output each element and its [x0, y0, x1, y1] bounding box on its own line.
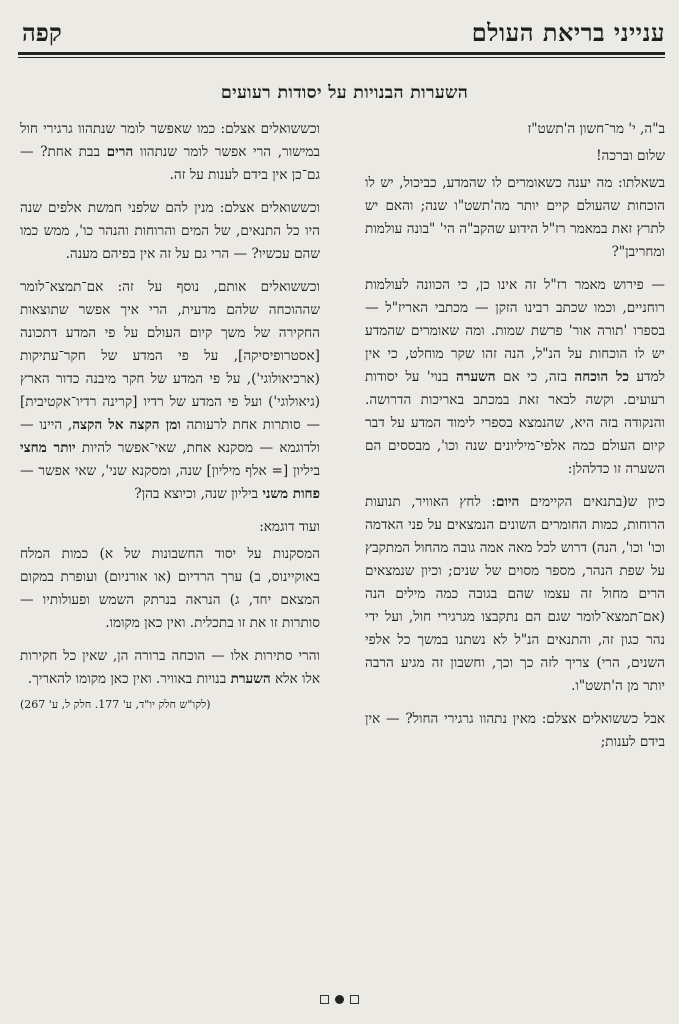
paragraph: וכששואלים אותם, נוסף על זה: אם־תמצא־לומר שההוכחה שלהם מדעית, הרי איך אפשר שתוצאות החקירה של משך קיום העולם על פי המדע דתכונה [אסטרופיסיקה], על פי המדע של חקר־עתיקות (ארכיאולוגי'), על פי המדע של חקר מיבנה כדור הארץ (גיאולוגי') ועל פי המדע של רדיו [קרינה רדיו־אקטיבית] — סותרות אחת לרעותה ומן הקצה אל הקצה, היינו — ולדוגמא — מסקנא אחת, שאי־אפשר להיות יותר מחצי ביליון [= אלף מיליון] שנה, ומסקנא שני', שאי אפשר — פחות משני ביליון שנה, וכיוצא בהן? — [20, 279, 320, 502]
paragraph: — פירוש מאמר רז"ל זה אינו כן, כי הכוונה לעולמות רוחניים, וכמו שכתב רבינו הזקן — מכתבי האריז"ל — בספרו 'תורה אור' פרשת שמות. ומה שאומרים שהמדע יש לו הוכחות על הנ"ל, הנה זהו שקר מוחלט, כי אין למדע כל הוכחה בזה, כי אם השערה בנוי' על יסודות רעועים. וקשה לבאר זאת במכתב באריכות הדרושה. והנקודה בזה היא, שהנמצא בספרי לימוד המדע על דבר קיום העולם כמה אלפי־מיליונים שנה וכו', מבססים הם השערה זו כדלהלן: — [365, 277, 665, 477]
source-reference: (לקו"ש חלק יו"ד, ע' 177. חלק ל, ע' 267) — [20, 698, 211, 711]
paragraph: המסקנות על יסוד החשבונות של א) כמות המלח באוקיינוס, ב) ערך הרדיום (או אורניום) ועופרת במקום המצאם יחד, ג) הנראה בנרתק השמש ופעולותיו — סותרות זו את זו בתכלית. ואין כאן מקומו. — [20, 546, 320, 631]
paragraph: וכששואלים אצלם: כמו שאפשר לומר שנתהוו גרגירי חול במישור, הרי אפשר לומר שנתהוו הרים בבת אחת? — גם־כן אין בידם לענות על זה. — [20, 121, 320, 183]
letter-date: ב"ה, י' מר־חשון ה'תשט"ז — [527, 121, 665, 137]
paragraph: אבל כששואלים אצלם: מאין נתהוו גרגירי החול? — אין בידם לענות; — [365, 711, 665, 750]
running-header — [22, 14, 665, 48]
paragraph: והרי סתירות אלו — הוכחה ברורה הן, שאין כל חקירות אלו אלא השערת בנויות באוויר. ואין כאן מקומו להאריך. — [20, 648, 320, 687]
paragraph: בשאלתו: מה יענה כשאומרים לו שהמדע, כביכול, יש לו הוכחות שהעולם קיים יותר מה'תשט"ו שנה; והאם יש לתרץ זאת במאמר רז"ל הידוע שהקב"ה הי' "בונה עולמות ומחריבן"? — [365, 175, 665, 260]
square-ornament-icon — [350, 995, 359, 1004]
paragraph: כיון ש(בתנאים הקיימים היום: לחץ האוויר, תנועות הרוחות, כמות החומרים השונים הנמצאים על פני האדמה וכו' וכו', הנה) דרוש לכל מאה אמה גובה מהחול המתקבץ על שפת הנהר, מספר מסוים של שנים; וכיון שנמצאים הרים מחול זה עצמו שהם בגובה כמה מילים הנה (אם־תמצא־לומר שגם הם נתקבצו מגרגירי חול, ועל ידי נהר כגון זה, והתנאים הנ"ל לא נשתנו במשך כל אלפי השנים, הרי) צריך לזה כך וכך, וחשבון זה מגיע הרבה יותר מן ה'תשט"ו. — [365, 494, 665, 694]
paragraph: וכששואלים אצלם: מנין להם שלפני חמשת אלפים שנה היו כל התנאים, של המים והרוחות והנהר כו', ממש כמו שהם עכשיו? — הרי גם על זה אין בפיהם מענה. — [20, 200, 320, 262]
square-ornament-icon — [320, 995, 329, 1004]
page-ornament — [0, 995, 679, 1004]
running-title: ענייני בריאת העולם — [471, 18, 665, 47]
dot-ornament-icon — [335, 995, 344, 1004]
paragraph: ועוד דוגמא: — [259, 519, 320, 535]
left-column — [20, 118, 320, 713]
page-number: קפה — [22, 18, 62, 47]
right-column — [365, 118, 665, 764]
header-rule — [18, 52, 665, 55]
letter-greeting: שלום וברכה! — [596, 148, 665, 164]
header-rule-thin — [18, 57, 665, 58]
article-title: השערות הבנויות על יסודות רעועים — [220, 83, 469, 103]
